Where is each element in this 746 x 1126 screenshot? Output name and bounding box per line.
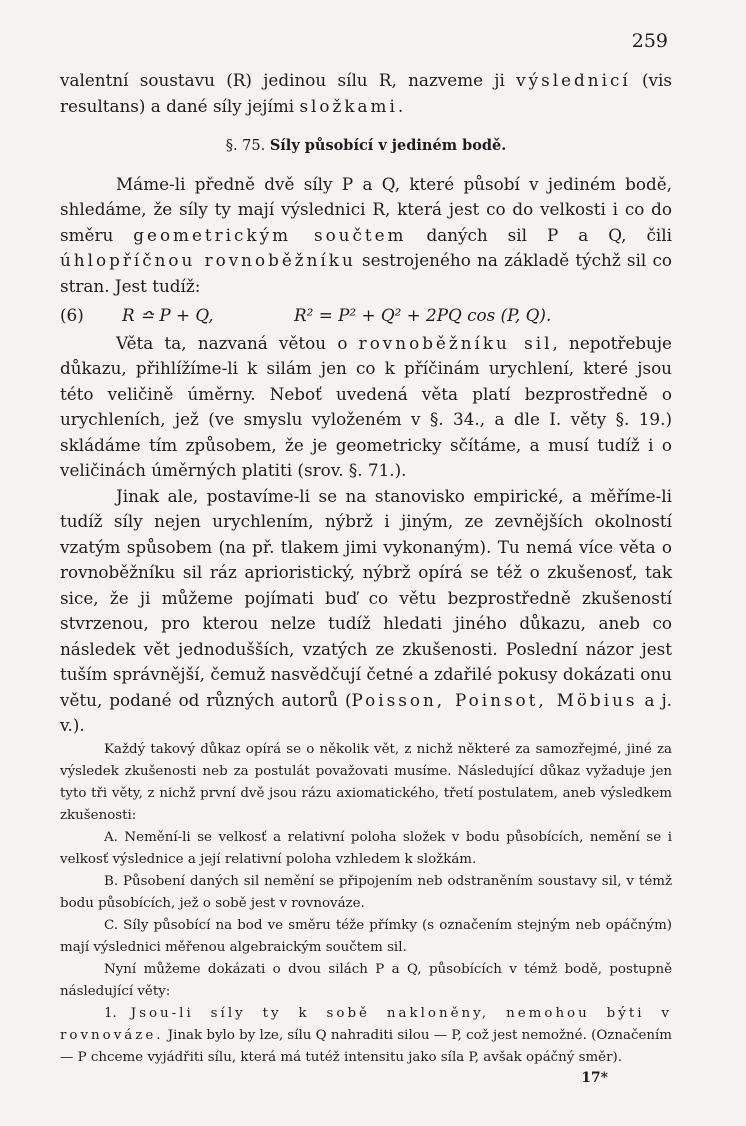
- page-content: [60, 68, 672, 1069]
- para2-text-a: Věta ta, nazvaná větou o: [116, 332, 359, 353]
- term-rovnobeznik-sil: rovnoběžníku sil: [358, 332, 553, 353]
- para1-text-e: sestrojeného na základě týchž sil co stran. Jest tudíž:: [60, 250, 672, 296]
- term-vyslednice: výslednicí: [516, 70, 631, 90]
- term-uhloprícna: úhlopříčnou rovnoběžníku: [60, 250, 356, 270]
- formula-magnitude: R² = P² + Q² + 2PQ cos (P, Q).: [294, 305, 552, 325]
- signature-mark: 17*: [581, 1070, 608, 1086]
- intro-text-2: (vis resultans) a dané síly jejími: [60, 70, 672, 116]
- paragraph-1: [60, 172, 672, 300]
- small-paragraph-2: Nyní můžeme dokázati o dvou silách P a Q, působících v témž bodě, postupně následující věty:: [60, 961, 672, 999]
- section-heading: [60, 133, 672, 160]
- term-slozky: složkami: [299, 95, 398, 116]
- small-print-section: [60, 739, 672, 1069]
- author-names: Poisson, Poinsot, Möbius: [351, 689, 638, 710]
- theorem-1-proof: Jinak bylo by lze, sílu Q nahraditi silou — P, což jest nemožné. (Označením — P chceme vyjádřiti sílu, která má tutéž intensitu jako síla P, avšak opáčný směr).: [60, 1027, 672, 1065]
- para3-text-a: Jinak ale, postavíme-li se na stanovisko empirické, a měříme-li tudíž síly nejen urychlením, nýbrž i jiným, ze zevnějších okolností vzatým spůsobem (na př. tlakem jimi vykonaným). Tu nemá více věta o rovnoběžníku sil ráz aprioristický, nýbrž opírá se též o zkušenosť, tak sice, že ji můžeme pojímati buď co větu bezprostředně zkušeností stvrzenou, pro kterou nelze tudíž hledati jiného důkazu, aneb co následek vět jednodušších, vzatých ze zkušenosti. Poslední názor jest tuším správnější, čemuž nasvědčují četné a zdařilé pokusy dokázati onu větu, podané od různých autorů (: [60, 485, 672, 710]
- item-number: 1.: [104, 1005, 131, 1021]
- section-title: Síly působící v jediném bodě.: [269, 137, 507, 154]
- small-paragraph-a: A. Nemění-li se velkosť a relativní poloha složek v bodu působících, nemění se i velkosť výslednice a její relativní poloha vzhledem k složkám.: [60, 829, 672, 867]
- para3-text-c: a j. v.).: [60, 689, 672, 735]
- small-paragraph-c: C. Síly působící na bod ve směru téže přímky (s označením stejným neb opáčným) mají výslednici měřenou algebraickým součtem sil.: [60, 917, 672, 955]
- small-paragraph-3: [60, 1003, 672, 1069]
- small-paragraph-b: B. Působení daných sil nemění se připojením neb odstraněním soustavy sil, v témž bodu působících, jež o sobě jest v rovnováze.: [60, 873, 672, 911]
- theorem-1: Jsou-li síly ty k sobě nakloněny, nemohou býti v rovnováze.: [60, 1005, 672, 1043]
- intro-paragraph: [60, 68, 672, 119]
- page-number: 259: [631, 30, 668, 52]
- paragraph-2: [60, 331, 672, 484]
- intro-text: valentní soustavu (R) jedinou sílu R, nazveme ji: [60, 70, 517, 90]
- para2-text-c: , nepotřebuje důkazu, přihlížíme-li k silám jen co k příčinám urychlení, které jsou této veličině úměrny. Neboť uvedená věta platí bezprostředně o urychleních, jež (ve smyslu vyloženém v §. 34., a dle I. věty §. 19.) skládáme tím způsobem, že je geometricky sčítáme, a musí tudíž i o veličinách úměrných platiti (srov. §. 71.).: [60, 332, 672, 480]
- para1-text-c: daných sil P a Q, čili: [406, 224, 672, 245]
- small-paragraph-1: Každý takový důkaz opírá se o několik vět, z nichž některé za samozřejmé, jiné za výsledek zkušenosti neb za postulát považovati musíme. Následující důkaz vyžaduje jen tyto tři věty, z nichž první dvě jsou rázu axiomatického, třetí postulatem, aneb výsledkem zkušenosti:: [60, 741, 672, 823]
- section-number: §. 75.: [225, 138, 266, 154]
- formula-6: [60, 303, 672, 329]
- para1-text-a: Máme-li předně dvě síly P a Q, které působí v jediném bodě, shledáme, že síly ty mají výslednici R, která jest co do velkosti i co do směru: [60, 173, 672, 245]
- intro-text-3: .: [397, 95, 404, 116]
- paragraph-3: [60, 484, 672, 739]
- formula-vector-sum: R ≏ P + Q,: [122, 305, 214, 325]
- term-geometricky-soucet: geometrickým součtem: [133, 224, 407, 245]
- formula-number: (6): [60, 305, 84, 325]
